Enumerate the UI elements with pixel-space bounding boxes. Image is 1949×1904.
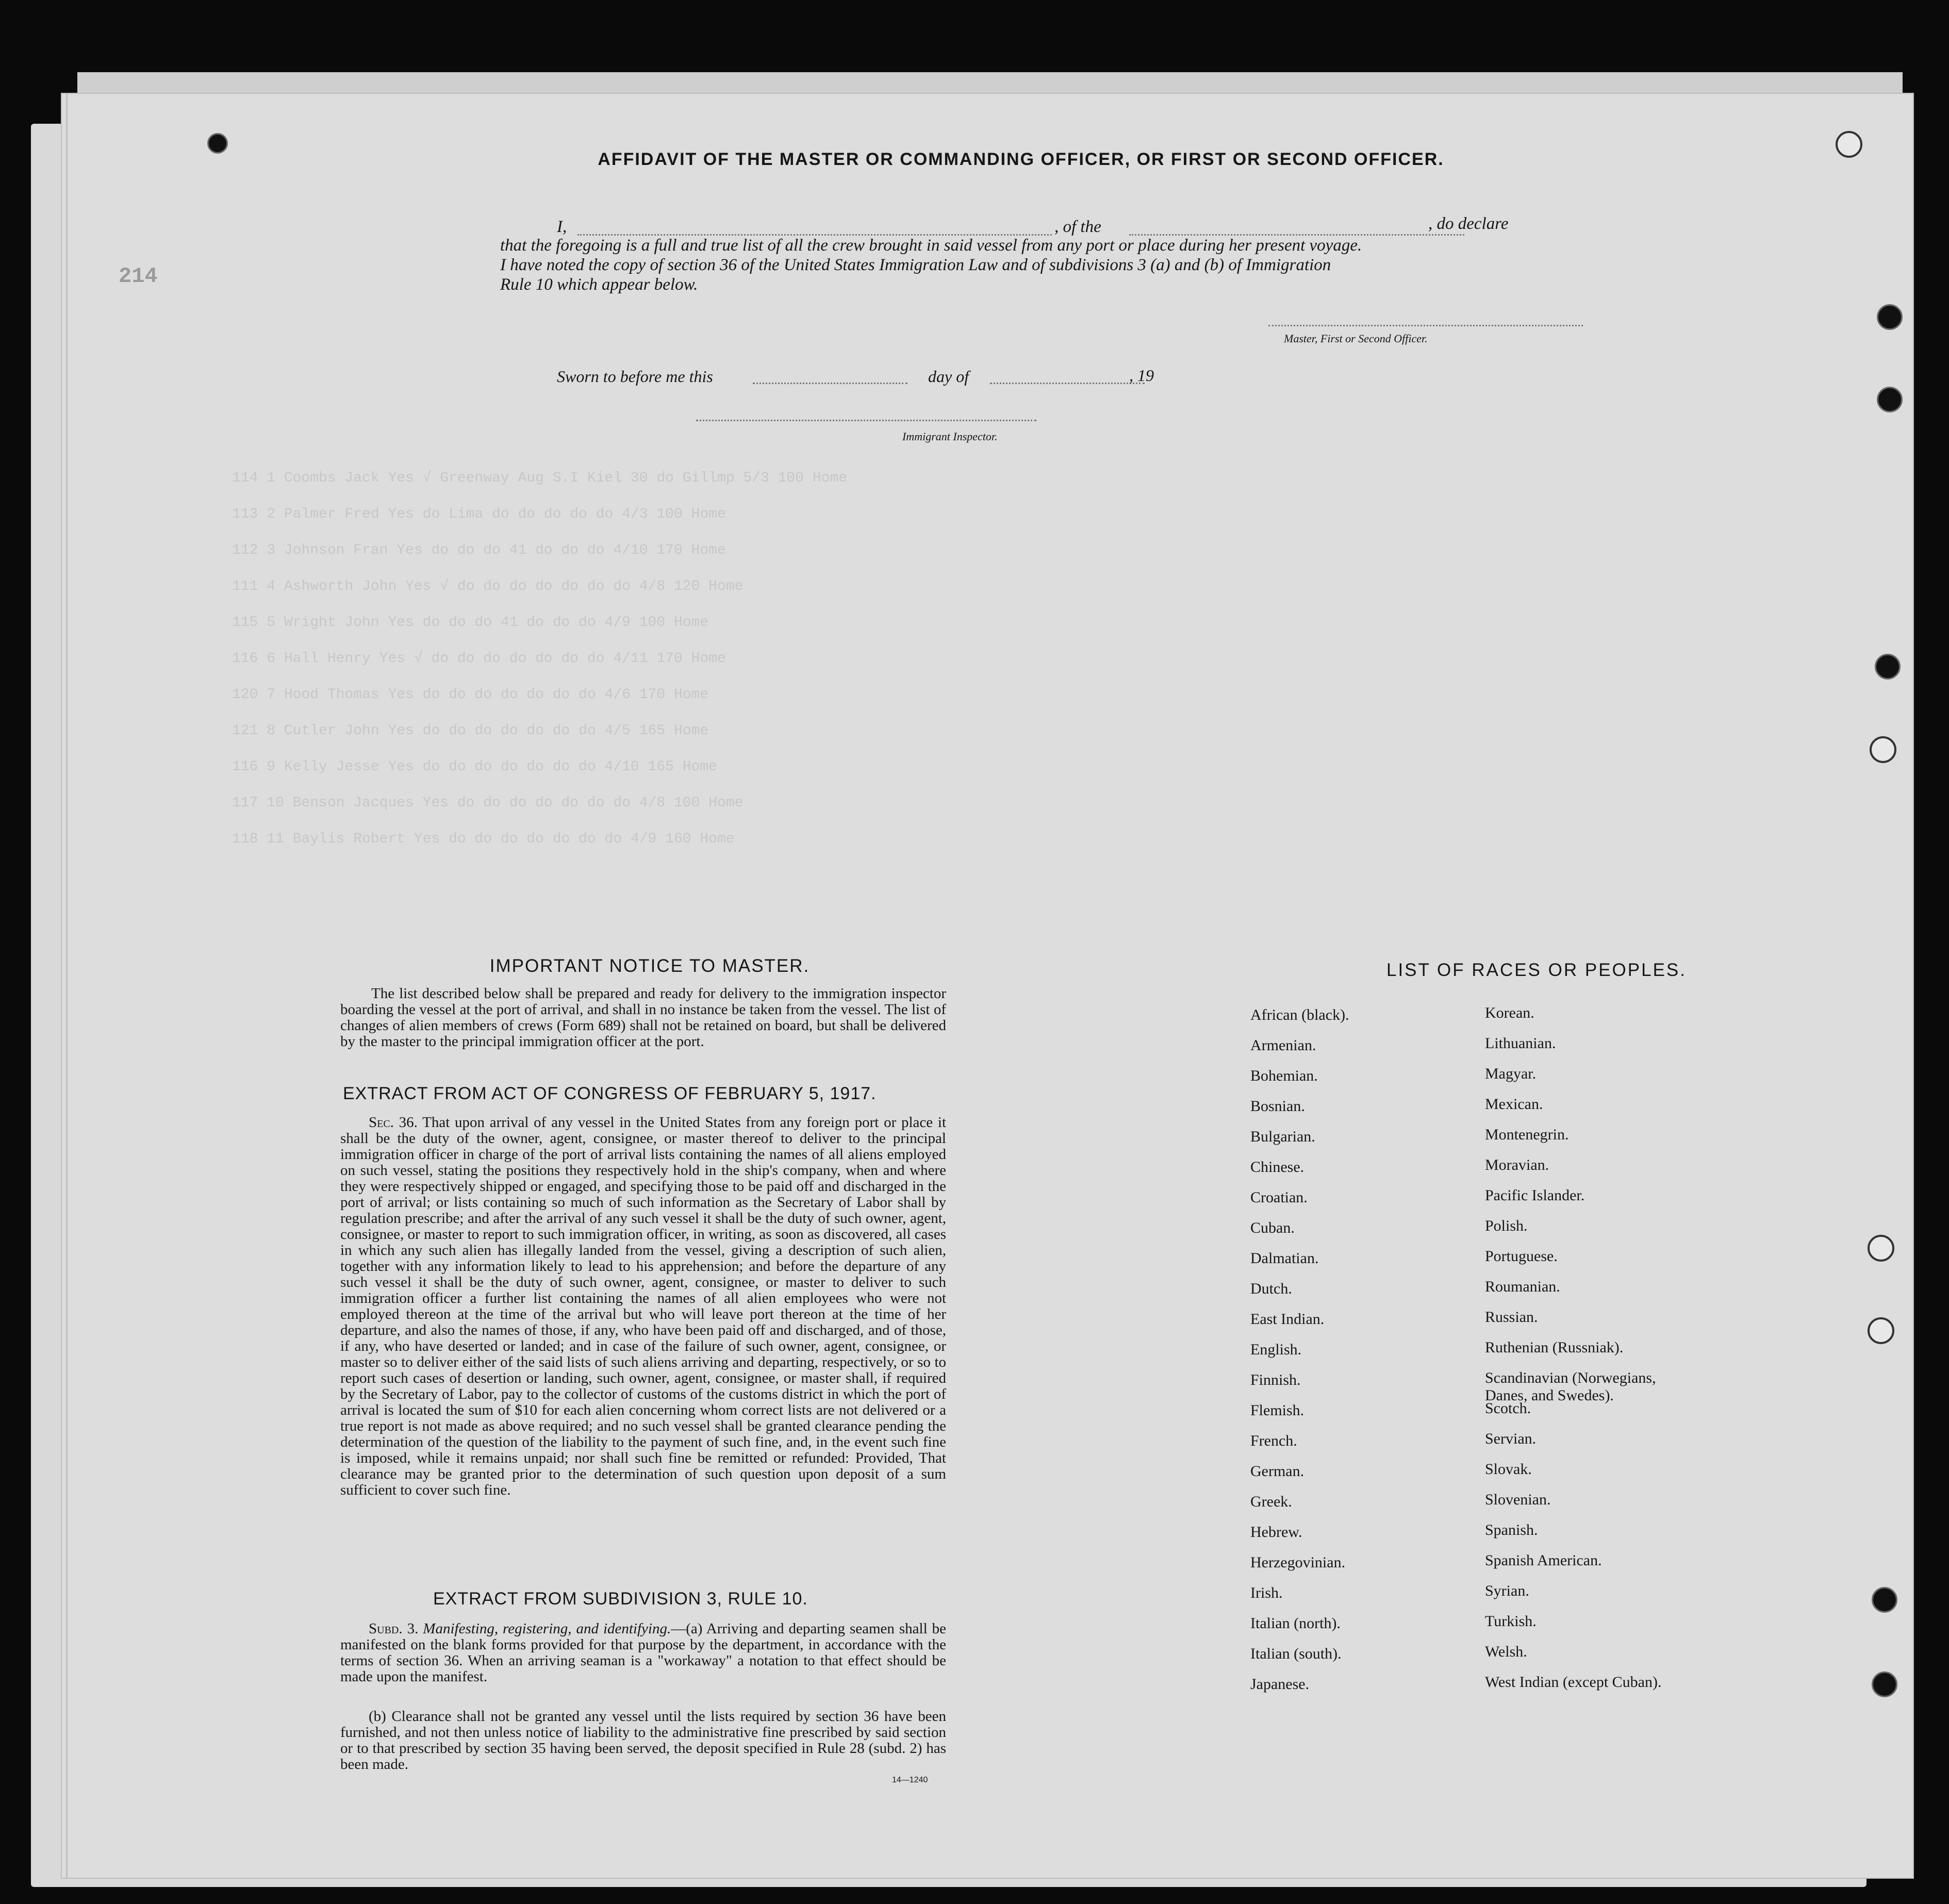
race-item: Servian. [1485, 1430, 1537, 1447]
affidavit-name-field[interactable] [577, 234, 1052, 236]
affidavit-of-the: , of the [1054, 218, 1101, 236]
race-item: Irish. [1250, 1584, 1283, 1601]
race-item: Polish. [1485, 1217, 1528, 1234]
race-item: English. [1250, 1341, 1302, 1358]
bleed-through-text: 112 3 Johnson Fran Yes do do do 41 do do do 4/10 170 Home [232, 542, 726, 558]
act-extract-title: EXTRACT FROM ACT OF CONGRESS OF FEBRUARY 5, 1917. [343, 1084, 877, 1103]
bleed-through-text: 118 11 Baylis Robert Yes do do do do do do do 4/9 160 Home [232, 831, 735, 847]
punch-hole [1872, 1587, 1897, 1613]
subd-label: Subd. 3. [369, 1620, 419, 1637]
punch-hole [1870, 736, 1896, 763]
race-item: Italian (north). [1250, 1615, 1341, 1632]
race-item: Croatian. [1250, 1189, 1308, 1206]
page-edge-line [66, 94, 68, 1878]
race-item: Hebrew. [1250, 1524, 1302, 1541]
notice-body: The list described below shall be prepared and ready for delivery to the immigration inspector boarding the vessel at the port of arrival, and shall in no instance be taken from the vessel. The list of changes of alien members of crews (Form 689) shall not be retained on board, but shall be delivered by the master to the principal immigration officer at the port. [340, 985, 946, 1050]
race-item: Welsh. [1485, 1643, 1527, 1660]
affidavit-vessel-field[interactable] [1129, 234, 1464, 236]
race-item: Slovenian. [1485, 1491, 1551, 1508]
section-36-text: That upon arrival of any vessel in the United States from any foreign port or place it shall be the duty of the owner, agent, consignee, or master thereof to deliver to the principal immigration officer in charge of the port of arrival lists containing the names of all aliens employed on such vessel, stating the positions they respectively hold in the ship's company, when and where they were respectively shipped or engaged, and specifying those to be paid off and discharged in the port of arrival; or lists containing so much of such information as the Secretary of Labor shall by regulation prescribe; and after the arrival of any such vessel it shall be the duty of such owner, agent, consignee, or master to report to such immigration officer, in writing, as soon as discovered, all cases in which any such alien has illegally landed from the vessel, giving a description of such alien, together with any information likely to lead to his apprehension; and before the departure of any such vessel it shall be the duty of such owner, agent, consignee, or master to deliver to such immigration officer a further list containing the names of all alien employees who were not employed thereon at the time of the arrival but who will leave port thereon at the time of her departure, and also the names of those, if any, who have been paid off and discharged, and of those, if any, who have deserted or landed; and in case of the failure of such owner, agent, consignee, or master so to deliver either of the said lists of such aliens arriving and departing, respectively, or so to report such cases of desertion or landing, such owner, agent, consignee, or master shall, if required by the Secretary of Labor, pay to the collector of customs of the customs district in which the port of arrival is located the sum of $10 for each alien concerning whom correct lists are not delivered or a true report is not made as above required; and no such vessel shall be granted clearance pending the determination of the question of the liability to the payment of such fine, and, in the event such fine is imposed, while it remains unpaid; nor shall such fine be remitted or refunded: Provided, That clearance may be granted prior to the determination of such question upon deposit of a sum sufficient to cover such fine. [340, 1114, 947, 1498]
rule-para-a [340, 1621, 946, 1685]
punch-hole [1877, 387, 1903, 412]
inspector-signature-field[interactable] [696, 420, 1036, 421]
affidavit-title: AFFIDAVIT OF THE MASTER OR COMMANDING OFFICER, OR FIRST OR SECOND OFFICER. [598, 150, 1444, 169]
race-item: Korean. [1485, 1004, 1534, 1021]
race-item: Syrian. [1485, 1582, 1529, 1599]
form-number: 14—1240 [892, 1776, 928, 1784]
bleed-through-text: 117 10 Benson Jacques Yes do do do do do do do 4/8 100 Home [232, 795, 744, 811]
sworn-month-field[interactable] [990, 383, 1145, 384]
race-item: Ruthenian (Russniak). [1485, 1339, 1624, 1356]
race-item: West Indian (except Cuban). [1485, 1674, 1662, 1691]
race-item: Finnish. [1250, 1371, 1301, 1388]
race-item: African (black). [1250, 1006, 1349, 1023]
race-item: Magyar. [1485, 1065, 1537, 1082]
master-signature-label: Master, First or Second Officer. [1284, 332, 1428, 345]
race-item: Japanese. [1250, 1676, 1310, 1693]
subd-heading: Manifesting, registering, and identifying. [423, 1620, 671, 1637]
subd-para-a-text: —(a) Arriving and departing seamen shall be manifested on the blank forms provided for that purpose by the department, in accordance with the terms of section 36. When an arriving seaman is a "workaway" a notation to that effect should be made upon the manifest. [340, 1620, 946, 1685]
bleed-through-text: 116 9 Kelly Jesse Yes do do do do do do do 4/10 165 Home [232, 759, 717, 775]
day-of-text: day of [928, 367, 969, 386]
race-item: Mexican. [1485, 1096, 1543, 1113]
bleed-through-text: 116 6 Hall Henry Yes √ do do do do do do do 4/11 170 Home [232, 651, 726, 667]
race-item: Bosnian. [1250, 1098, 1305, 1115]
races-title: LIST OF RACES OR PEOPLES. [1386, 960, 1687, 980]
sworn-day-field[interactable] [753, 383, 907, 384]
punch-hole [1868, 1317, 1894, 1344]
race-item: Flemish. [1250, 1402, 1304, 1419]
punch-hole [207, 133, 228, 154]
race-item: Lithuanian. [1485, 1035, 1556, 1052]
sworn-year-text: , 19 [1129, 366, 1154, 385]
race-item: Bohemian. [1250, 1067, 1318, 1084]
bleed-through-text: 120 7 Hood Thomas Yes do do do do do do do 4/6 170 Home [232, 687, 709, 703]
master-signature-field[interactable] [1268, 325, 1583, 326]
race-item: Pacific Islander. [1485, 1187, 1585, 1204]
race-item: Italian (south). [1250, 1645, 1342, 1662]
race-item: East Indian. [1250, 1311, 1325, 1328]
race-item: French. [1250, 1432, 1297, 1449]
document-page [62, 94, 1913, 1878]
race-item: Spanish. [1485, 1521, 1538, 1538]
bleed-through-text: 111 4 Ashworth John Yes √ do do do do do do do 4/8 120 Home [232, 578, 744, 594]
race-item: Slovak. [1485, 1461, 1532, 1478]
sworn-text: Sworn to before me this [557, 367, 713, 386]
race-item: Roumanian. [1485, 1278, 1560, 1295]
rule-extract-title: EXTRACT FROM SUBDIVISION 3, RULE 10. [433, 1589, 808, 1609]
race-item: Russian. [1485, 1309, 1538, 1326]
notice-title: IMPORTANT NOTICE TO MASTER. [489, 956, 810, 976]
race-item: Scotch. [1485, 1400, 1531, 1417]
page-number-stamp: 214 [119, 264, 158, 289]
bleed-through-text: 114 1 Coombs Jack Yes √ Greenway Aug S.I Kiel 30 do Gillmp 5/3 100 Home [232, 470, 847, 486]
section-label: Sec. 36. [369, 1114, 418, 1131]
affidavit-i: I, [557, 218, 567, 236]
race-item: Dalmatian. [1250, 1250, 1319, 1267]
punch-hole [1872, 1671, 1897, 1697]
race-item: Cuban. [1250, 1219, 1295, 1236]
race-item: Bulgarian. [1250, 1128, 1315, 1145]
punch-hole [1875, 654, 1901, 680]
affidavit-line-2: that the foregoing is a full and true list of all the crew brought in said vessel from any port or place during her present voyage. [500, 236, 1362, 255]
punch-hole [1836, 131, 1862, 158]
punch-hole [1877, 304, 1903, 330]
race-item: Montenegrin. [1485, 1126, 1569, 1143]
race-item: German. [1250, 1463, 1304, 1480]
race-item: Dutch. [1250, 1280, 1292, 1297]
race-item: Spanish American. [1485, 1552, 1602, 1569]
affidavit-line-4: Rule 10 which appear below. [500, 275, 698, 294]
rule-para-b: (b) Clearance shall not be granted any vessel until the lists required by section 36 have been furnished, and not then unless notice of liability to the administrative fine prescribed by said section or to that prescribed by section 35 having been served, the deposit specified in Rule 28 (subd. 2) has been made. [340, 1708, 946, 1773]
race-item: Portuguese. [1485, 1248, 1558, 1265]
affidavit-do-declare: , do declare [1428, 214, 1509, 233]
affidavit-line-3: I have noted the copy of section 36 of the United States Immigration Law and of subdivisions 3 (a) and (b) of Immigration [500, 256, 1331, 274]
race-item: Armenian. [1250, 1037, 1316, 1054]
race-item: Turkish. [1485, 1613, 1537, 1630]
race-item: Moravian. [1485, 1156, 1549, 1173]
race-item: Greek. [1250, 1493, 1292, 1510]
bleed-through-text: 121 8 Cutler John Yes do do do do do do do 4/5 165 Home [232, 723, 709, 739]
race-item: Chinese. [1250, 1158, 1304, 1175]
bleed-through-text: 113 2 Palmer Fred Yes do Lima do do do do do 4/3 100 Home [232, 506, 726, 522]
act-extract-body [340, 1115, 946, 1498]
inspector-signature-label: Immigrant Inspector. [902, 430, 998, 443]
race-item: Herzegovinian. [1250, 1554, 1346, 1571]
race-item: Scandinavian (Norwegians, Danes, and Swedes). [1485, 1369, 1656, 1404]
punch-hole [1868, 1235, 1894, 1262]
bleed-through-text: 115 5 Wright John Yes do do do 41 do do do 4/9 100 Home [232, 615, 709, 631]
